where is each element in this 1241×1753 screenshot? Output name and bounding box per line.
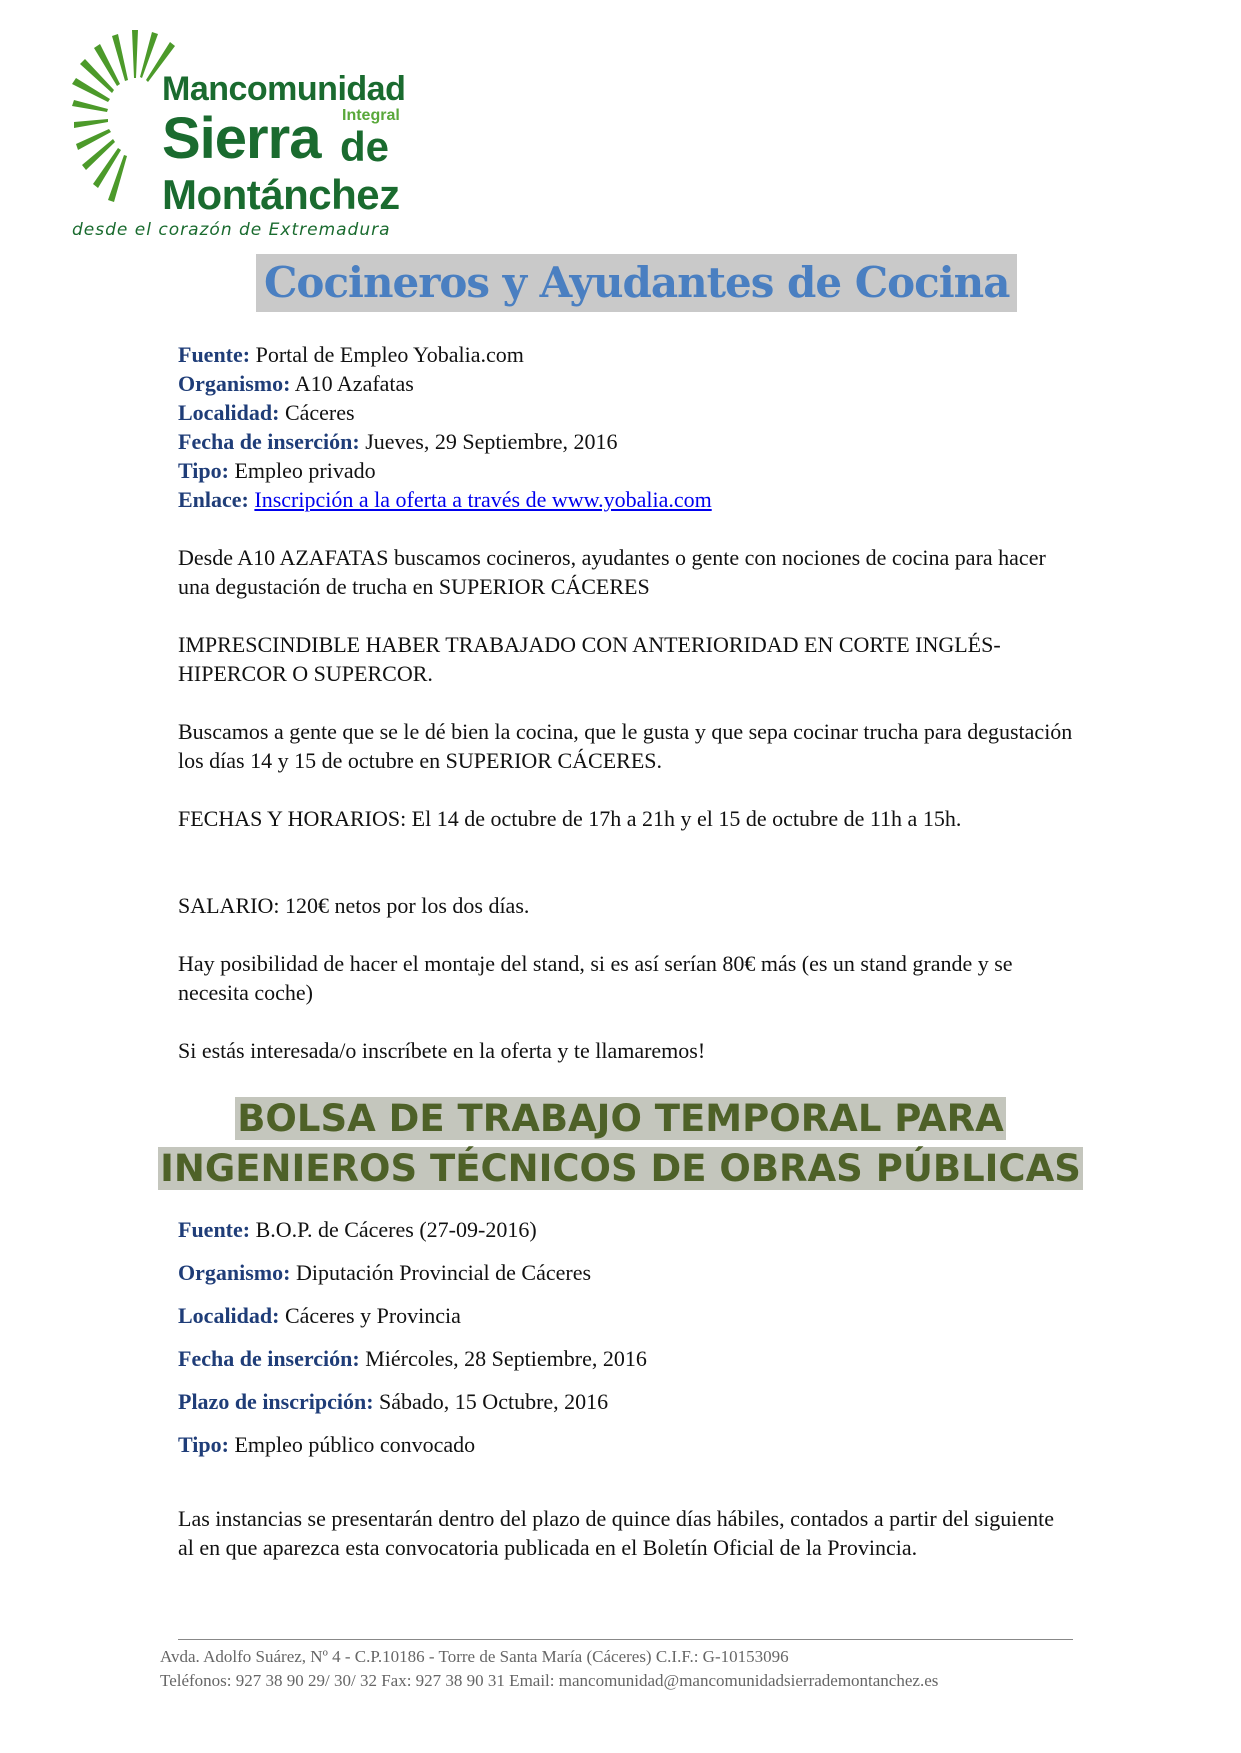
logo-line-1: Mancomunidad bbox=[162, 70, 406, 108]
offer-2-field: Tipo: Empleo público convocado bbox=[178, 1432, 476, 1457]
offer-1-link-line: Enlace: Inscripción a la oferta a través de www.yobalia.com bbox=[178, 487, 712, 512]
logo-de: de bbox=[340, 123, 390, 170]
footer-divider bbox=[178, 1639, 1073, 1640]
offer-2-title bbox=[0, 1094, 1241, 1194]
logo-tagline: desde el corazón de Extremadura bbox=[72, 220, 391, 240]
offer-1-paragraph: Buscamos a gente que se le dé bien la cocina, que le gusta y que sepa cocinar trucha para degustación los días 14 y 15 de octubre en SUPERIOR CÁCERES. bbox=[178, 719, 1073, 773]
offer-1-paragraph: Desde A10 AZAFATAS buscamos cocineros, ayudantes o gente con nociones de cocina para hacer una degustación de trucha en SUPERIOR CÁCERES bbox=[178, 545, 1046, 599]
footer-address: Avda. Adolfo Suárez, Nº 4 - C.P.10186 - Torre de Santa María (Cáceres) C.I.F.: G-10153096 bbox=[160, 1647, 789, 1666]
offer-2-title-line-2: INGENIEROS TÉCNICOS DE OBRAS PÚBLICAS bbox=[160, 1147, 1081, 1190]
offer-1-paragraph: FECHAS Y HORARIOS: El 14 de octubre de 17h a 21h y el 15 de octubre de 11h a 15h. bbox=[178, 806, 962, 831]
offer-2-title-line-1: BOLSA DE TRABAJO TEMPORAL PARA bbox=[237, 1097, 1004, 1140]
offer-1-link[interactable]: Inscripción a la oferta a través de www.yobalia.com bbox=[254, 487, 712, 512]
offer-2-field: Organismo: Diputación Provincial de Cáceres bbox=[178, 1260, 592, 1285]
offer-1-paragraph: SALARIO: 120€ netos por los dos días. bbox=[178, 893, 530, 918]
offer-2-paragraph: Las instancias se presentarán dentro del plazo de quince días hábiles, contados a partir del siguiente al en que aparezca esta convocatoria publicada en el Boletín Oficial de la Provincia. bbox=[178, 1506, 1055, 1560]
organization-logo bbox=[62, 14, 422, 244]
offer-1-field: Fuente: Portal de Empleo Yobalia.com bbox=[178, 342, 524, 367]
footer-contact: Teléfonos: 927 38 90 29/ 30/ 32 Fax: 927 38 90 31 Email: mancomunidad@mancomunidadsierrademontanchez.es bbox=[160, 1671, 939, 1690]
logo-line-3: Montánchez bbox=[162, 171, 400, 218]
offer-1-field: Tipo: Empleo privado bbox=[178, 458, 376, 483]
offer-1-field: Fecha de inserción: Jueves, 29 Septiembre, 2016 bbox=[178, 429, 618, 454]
offer-1-paragraph: IMPRESCINDIBLE HABER TRABAJADO CON ANTERIORIDAD EN CORTE INGLÉS- HIPERCOR O SUPERCOR. bbox=[178, 632, 1001, 686]
offer-1-field: Organismo: A10 Azafatas bbox=[178, 371, 414, 396]
offer-2-field: Fecha de inserción: Miércoles, 28 Septiembre, 2016 bbox=[178, 1346, 647, 1371]
offer-1-paragraph: Hay posibilidad de hacer el montaje del stand, si es así serían 80€ más (es un stand grande y se necesita coche) bbox=[178, 951, 1013, 1005]
offer-2-field: Plazo de inscripción: Sábado, 15 Octubre, 2016 bbox=[178, 1389, 609, 1414]
logo-line-2: Sierra bbox=[162, 106, 321, 171]
offer-2-field: Fuente: B.O.P. de Cáceres (27-09-2016) bbox=[178, 1217, 537, 1242]
offer-1-field: Localidad: Cáceres bbox=[178, 400, 355, 425]
logo-integral: Integral bbox=[342, 107, 400, 124]
offer-1-paragraph: Si estás interesada/o inscríbete en la oferta y te llamaremos! bbox=[178, 1038, 706, 1063]
offer-1-title: Cocineros y Ayudantes de Cocina bbox=[256, 254, 1017, 312]
offer-2-field: Localidad: Cáceres y Provincia bbox=[178, 1303, 461, 1328]
